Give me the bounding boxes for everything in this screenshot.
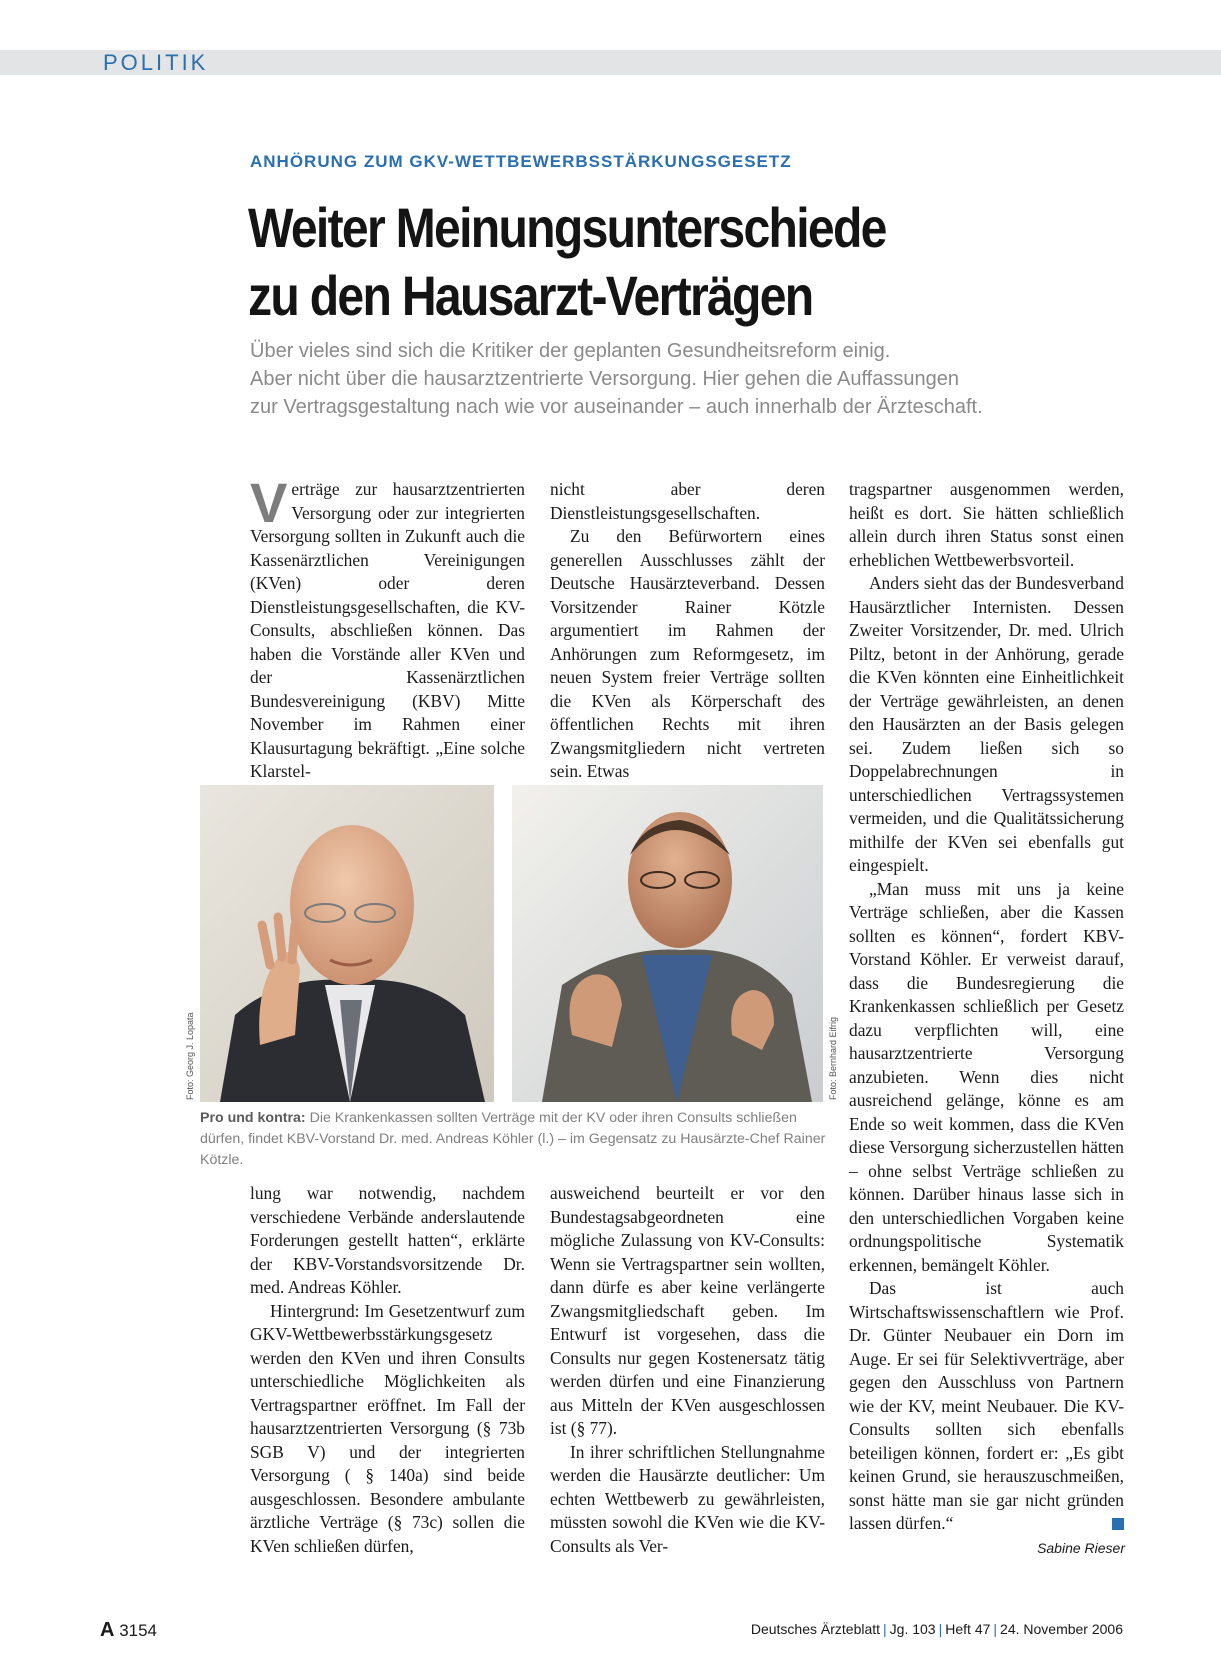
article-kicker: ANHÖRUNG ZUM GKV-WETTBEWERBSSTÄRKUNGSGESETZ (250, 152, 792, 171)
photo-andreas-koehler (200, 785, 494, 1102)
paragraph: „Man muss mit uns ja keine Verträge schließen, aber die Kassen sollten es können“, fordert KBV-Vorstand Köhler. Er verweist darauf, dass die Bundesregierung die Krankenkassen schließlich per Gesetz dazu verpflichten will, eine hausarztzentrierte Versorgung anzubieten. Wenn dies nicht ausreichend gelänge, könne es am Ende so weit kommen, dass die KVen diese Versorgung sicherzustellen hätten – ohne selbst Verträge schließen zu können. Darüber hinaus lasse sich in den unterschiedlichen Vorgaben keine ordnungspolitische Systematik erkennen, bemängelt Köhler. (849, 878, 1124, 1275)
paragraph (849, 1277, 1124, 1536)
end-of-article-mark (1112, 1518, 1124, 1530)
deck-line-3: zur Vertragsgestaltung nach wie vor auseinander – auch innerhalb der Ärzteschaft. (250, 396, 983, 418)
article-headline (248, 194, 1022, 330)
drop-cap: V (250, 471, 288, 534)
column-2-top (550, 478, 825, 784)
paragraph: Anders sieht das der Bundesverband Hausärztlicher Internisten. Dessen Zweiter Vorsitzender, Dr. med. Ulrich Piltz, betont in der Anhörung, gerade die KVen könnten eine Einheitlichkeit der Verträge gewährleisten, an denen den Hausärzten an der Basis gelegen sei. Zudem ließen sich so Doppelabrechnungen in unterschiedlichen Vertragssystemen vermeiden, und die Qualitätssicherung mithilfe der KVen sei ebenfalls gut eingespielt. (849, 573, 1124, 875)
headline-line-1: Weiter Meinungsunterschiede (248, 196, 886, 259)
page-number: 3154 (119, 1621, 158, 1640)
author-byline: Sabine Rieser (1037, 1540, 1125, 1556)
column-1-top (250, 471, 525, 784)
paragraph: lung war notwendig, nachdem verschiedene Verbände anderslautende Forderungen gestellt hatten“, erklärte der KBV-Vorstandsvorsitzende Dr. med. Andreas Köhler. (250, 1183, 525, 1297)
section-label: POLITIK (103, 50, 209, 75)
paragraph: tragspartner ausgenommen werden, heißt es dort. Sie hätten schließlich allein durch ihren Status sonst einen erheblichen Wettbewerbsvorteil. (849, 479, 1124, 570)
photo-rainer-koetzle (512, 785, 823, 1102)
caption-lead: Pro und kontra: (200, 1110, 306, 1126)
folio-prefix: A (100, 1619, 115, 1641)
column-1-top-text: erträge zur hausarztzentrierten Versorgung oder zur integrierten Versorgung sollten in Zukunft auch die Kassenärztlichen Vereinigungen (KVen) oder deren Dienstleistungsgesellschaften, die KV-Consults, abschließen können. Das haben die Vorstände aller KVen und der Kassenärztlichen Bundesvereinigung (KBV) Mitte November im Rahmen einer Klausurtagung bekräftigt. „Eine solche Klarstel- (250, 479, 525, 781)
paragraph: ausweichend beurteilt er vor den Bundestagsabgeordneten eine mögliche Zulassung von KV-Consults: Wenn sie Vertragspartner sein wollten, dann dürfe es aber keine verlängerte Zwangsmitgliedschaft geben. Im Entwurf ist vorgesehen, dass die Consults nur gegen Kostenersatz tätig werden dürfen und eine Finanzierung aus Mitteln der KVen ausgeschlossen ist (§ 77). (550, 1183, 825, 1438)
article-deck (250, 337, 1150, 421)
caption-text: Die Krankenkassen sollten Verträge mit der KV oder ihren Consults schließen dürfen, findet KBV-Vorstand Dr. med. Andreas Köhler (l.) – im Gegensatz zu Hausärzte-Chef Rainer Kötzle. (200, 1110, 826, 1168)
paragraph: Hintergrund: Im Gesetzentwurf zum GKV-Wettbewerbsstärkungsgesetz werden den KVen und ihren Consults unterschiedliche Möglichkeiten als Vertragspartner eröffnet. Im Fall der hausarztzentrierten Versorgung (§ 73b SGB V) und der integrierten Versorgung ( § 140a) sind beide ausgeschlossen. Besondere ambulante ärztliche Verträge (§ 73c) sollen die KVen schließen dürfen, (250, 1300, 525, 1556)
column-2-bottom (550, 1182, 825, 1558)
photo-credit-left: Foto: Georg J. Lopata (185, 1012, 195, 1100)
paragraph: Zu den Befürwortern eines generellen Ausschlusses zählt der Deutsche Hausärzteverband. Dessen Vorsitzender Rainer Kötzle argumentiert im Rahmen der Anhörungen zum Reformgesetz, im neuen System freier Verträge sollten die KVen als Körperschaft des öffentlichen Rechts mit ihren Zwangsmitgliedern nicht vertreten sein. Etwas (550, 526, 825, 781)
headline-line-2: zu den Hausarzt-Verträgen (248, 264, 813, 327)
journal-name: Deutsches Ärzteblatt (750, 1621, 881, 1637)
journal-date: 24. November 2006 (1000, 1621, 1123, 1637)
journal-footer: Deutsches Ärzteblatt | Jg. 103 | Heft 47 | 24. November 2006 (750, 1621, 1123, 1637)
paragraph: In ihrer schriftlichen Stellungnahme werden die Hausärzte deutlicher: Um echten Wettbewerb zu gewährleisten, müssten sowohl die KVen wie die KV-Consults als Ver- (550, 1441, 825, 1556)
journal-volume: Jg. 103 (889, 1621, 936, 1637)
journal-issue: Heft 47 (945, 1621, 991, 1637)
column-1-bottom (250, 1182, 525, 1558)
paragraph: nicht aber deren Dienstleistungsgesellschaften. (550, 479, 825, 523)
paragraph-text: Das ist auch Wirtschaftswissenschaftlern wie Prof. Dr. Günter Neubauer ein Dorn im Auge. Er sei für Selektivverträge, aber gegen den Ausschluss von Partnern wie der KV, meint Neubauer. Die KV-Consults sollten sich ebenfalls beteiligen können, fordert er: „Es gibt keinen Grund, sie herauszuschmeißen, sonst hätte man sie gar nicht gründen lassen dürfen.“ (849, 1278, 1124, 1533)
column-3 (849, 478, 1124, 1536)
deck-line-2: Aber nicht über die hausarztzentrierte Versorgung. Hier gehen die Auffassungen (250, 368, 959, 390)
photo-credit-right: Foto: Bernhard Eifrig (828, 1016, 838, 1100)
page-folio (100, 1619, 157, 1642)
photo-caption (200, 1108, 830, 1171)
deck-line-1: Über vieles sind sich die Kritiker der geplanten Gesundheitsreform einig. (250, 340, 891, 362)
